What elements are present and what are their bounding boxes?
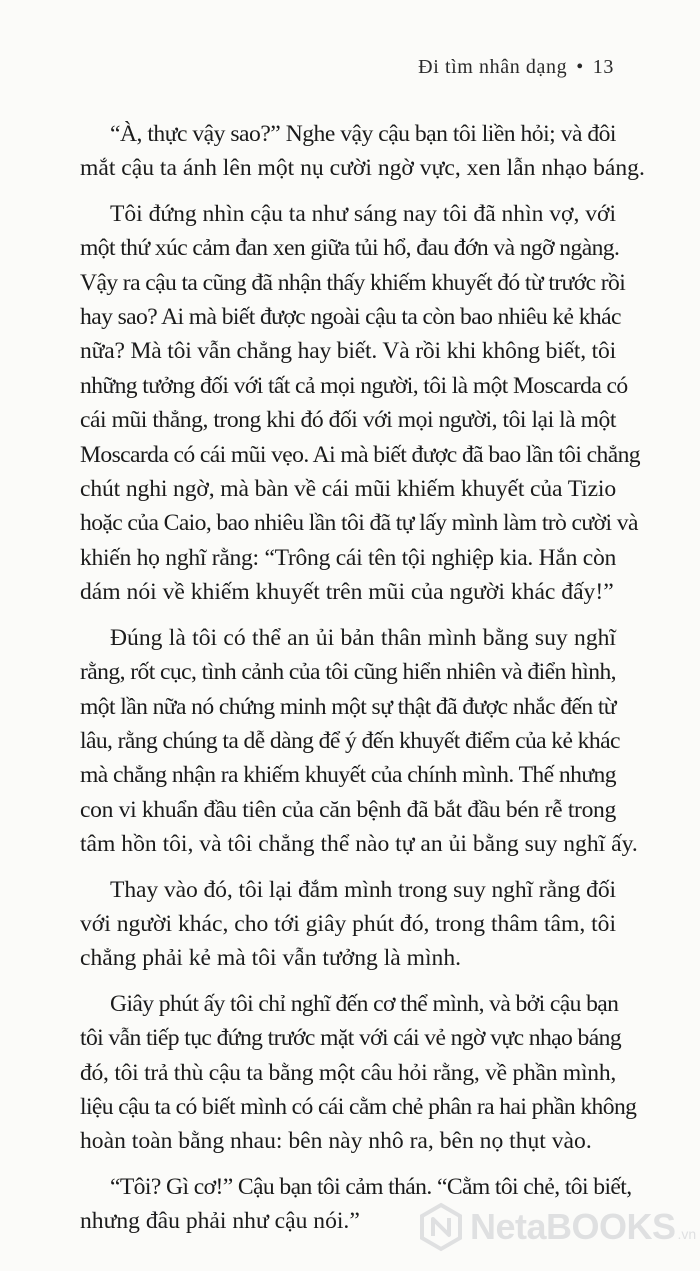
text-line: Thay vào đó, tôi lại đắm mình trong suy nghĩ rằng đối bbox=[110, 876, 617, 903]
text-line: lâu, rằng chúng ta dễ dàng để ý đến khuyết điểm của kẻ khác bbox=[80, 727, 620, 754]
text-line: những tưởng đối với tất cả mọi người, tôi là một Moscarda có bbox=[80, 372, 628, 399]
body-text bbox=[80, 117, 645, 1239]
text-line: dám nói về khiếm khuyết trên mũi của người khác đấy!” bbox=[80, 579, 614, 606]
text-line: cái mũi thẳng, trong khi đó đối với mọi người, tôi lại là một bbox=[80, 407, 616, 434]
text-line: mắt cậu ta ánh lên một nụ cười ngờ vực, xen lẫn nhạo báng. bbox=[80, 155, 645, 182]
chapter-title: Đi tìm nhân dạng bbox=[418, 56, 568, 78]
text-line: hoặc của Caio, bao nhiêu lần tôi đã tự lấy mình làm trò cười và bbox=[80, 510, 638, 537]
watermark-suffix: .vn bbox=[677, 1226, 697, 1242]
text-line: “À, thực vậy sao?” Nghe vậy cậu bạn tôi liền hỏi; và đôi bbox=[110, 121, 616, 147]
paragraph-gap bbox=[80, 862, 616, 873]
text-line: một lần nữa nó chứng minh một sự thật đã được nhắc đến từ bbox=[80, 693, 616, 720]
text-line: chút nghi ngờ, mà bàn về cái mũi khiếm khuyết của Tizio bbox=[80, 476, 616, 503]
text-line: Đúng là tôi có thể an ủi bản thân mình bằng suy nghĩ bbox=[110, 624, 616, 651]
netabooks-logo-icon bbox=[416, 1202, 466, 1252]
page-number: 13 bbox=[592, 56, 614, 78]
text-line: tâm hồn tôi, và tôi chẳng thể nào tự an ủi bằng suy nghĩ ấy. bbox=[80, 831, 638, 858]
text-line: Vậy ra cậu ta cũng đã nhận thấy khiếm khuyết đó từ trước rồi bbox=[80, 269, 626, 296]
paragraph-gap bbox=[80, 610, 616, 621]
paragraph-gap bbox=[80, 1159, 616, 1170]
paragraph-gap bbox=[80, 976, 616, 987]
header-bullet: • bbox=[576, 56, 584, 78]
text-line: “Tôi? Gì cơ!” Cậu bạn tôi cảm thán. “Cằm tôi chẻ, tôi biết, bbox=[110, 1173, 632, 1200]
paragraph bbox=[80, 197, 640, 610]
text-line: Moscarda có cái mũi vẹo. Ai mà biết được đã bao lần tôi chẳng bbox=[80, 441, 640, 468]
text-line: một thứ xúc cảm đan xen giữa tủi hổ, đau đớn và ngỡ ngàng. bbox=[80, 235, 620, 262]
watermark-name: NetaBOOKS bbox=[470, 1206, 676, 1247]
text-line: chẳng phải kẻ mà tôi vẫn tưởng là mình. bbox=[80, 945, 462, 972]
text-line: tôi vẫn tiếp tục đứng trước mặt với cái vẻ ngờ vực nhạo báng bbox=[80, 1025, 622, 1052]
text-line: con vi khuẩn đầu tiên của căn bệnh đã bắt đầu bén rễ trong bbox=[80, 796, 616, 823]
text-line: Giây phút ấy tôi chỉ nghĩ đến cơ thể mình, và bởi cậu bạn bbox=[110, 990, 619, 1017]
text-line: Tôi đứng nhìn cậu ta như sáng nay tôi đã nhìn vợ, với bbox=[110, 200, 616, 227]
text-line: với người khác, cho tới giây phút đó, trong thâm tâm, tôi bbox=[80, 910, 616, 937]
running-head bbox=[418, 56, 614, 79]
text-line: nữa? Mà tôi vẫn chẳng hay biết. Và rồi khi không biết, tôi bbox=[80, 338, 616, 365]
paragraph bbox=[80, 873, 616, 976]
publisher-watermark bbox=[416, 1199, 696, 1255]
text-line: hoàn toàn bằng nhau: bên này nhô ra, bên nọ thụt vào. bbox=[80, 1128, 592, 1155]
paragraph bbox=[80, 621, 638, 862]
text-line: đó, tôi trả thù cậu ta bằng một câu hỏi rằng, về phần mình, bbox=[80, 1059, 616, 1086]
text-line: nhưng đâu phải như cậu nói.” bbox=[80, 1208, 360, 1235]
text-line: mà chẳng nhận ra khiếm khuyết của chính mình. Thế nhưng bbox=[80, 762, 616, 789]
paragraph bbox=[80, 987, 637, 1159]
text-line: hay sao? Ai mà biết được ngoài cậu ta còn bao nhiêu kẻ khác bbox=[80, 304, 621, 331]
text-line: khiến họ nghĩ rằng: “Trông cái tên tội nghiệp kia. Hắn còn bbox=[80, 544, 616, 571]
paragraph-gap bbox=[80, 186, 616, 197]
text-line: liệu cậu ta có biết mình có cái cằm chẻ phân ra hai phần không bbox=[80, 1093, 637, 1120]
paragraph bbox=[80, 117, 645, 186]
text-line: rằng, rốt cục, tình cảnh của tôi cũng hiển nhiên và điển hình, bbox=[80, 659, 616, 686]
